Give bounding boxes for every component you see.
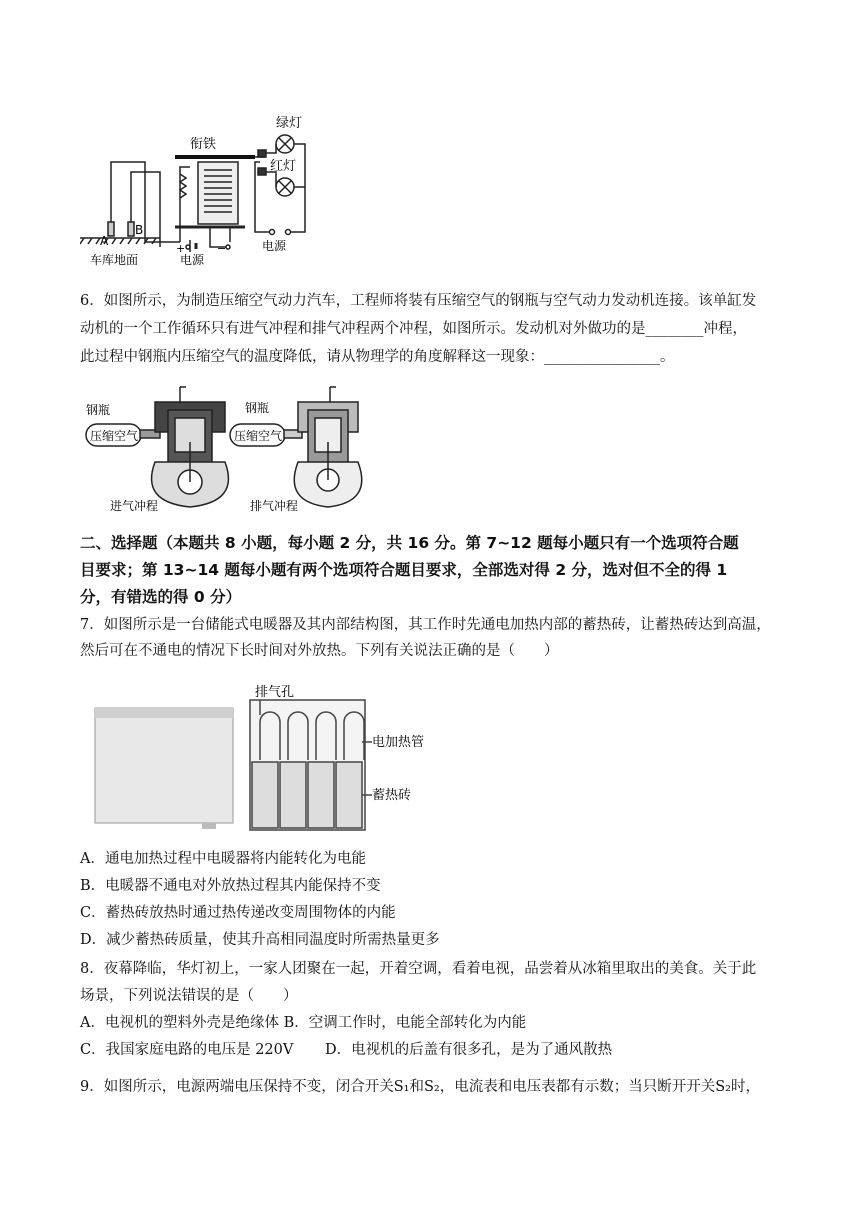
vent-label: 排气孔 (255, 685, 295, 700)
q6-line-2: 动机的一个工作循环只有进气冲程和排气冲程两个冲程，如图所示。发动机对外做功的是________冲程， (80, 321, 747, 337)
heater-tube-label: 电加热管 (372, 735, 425, 750)
armature-label: 衔铁 (190, 137, 217, 152)
q6-line-3: 此过程中钢瓶内压缩空气的温度降低，请从物理学的角度解释这一现象：________________。 (80, 349, 675, 365)
left-bottle-label: 钢瓶 (86, 403, 111, 417)
q7-option-a: A．通电加热过程中电暖器将内能转化为电能 (80, 851, 366, 867)
green-lamp-label: 绿灯 (276, 116, 303, 131)
power-left-label: 电源 (180, 253, 205, 267)
red-lamp-label: 红灯 (270, 159, 297, 174)
q8-option-c: C．我国家庭电路的电压是 220V (80, 1042, 294, 1058)
q8-line-2: 场景，下列说法错误的是（ ） (80, 988, 298, 1004)
q8-option-d: D．电视机的后盖有很多孔，是为了通风散热 (325, 1042, 613, 1058)
probe-b-label: B (135, 223, 144, 237)
power-right-label: 电源 (262, 239, 287, 253)
minus-sign: − (217, 242, 227, 255)
q6-line-1: 6．如图所示，为制造压缩空气动力汽车，工程师将装有压缩空气的钢瓶与空气动力发动机连接。该单缸发 (80, 293, 757, 309)
relay-circuit-figure (80, 112, 320, 277)
q7-line-2: 然后可在不通电的情况下长时间对外放热。下列有关说法正确的是（ ） (80, 643, 559, 659)
exhaust-stroke-label: 排气冲程 (250, 499, 299, 513)
heater-figure (80, 680, 440, 840)
right-air-label: 压缩空气 (234, 429, 283, 443)
q8-option-ab: A．电视机的塑料外壳是绝缘体 B．空调工作时，电能全部转化为内能 (80, 1015, 527, 1031)
q8-line-1: 8．夜幕降临，华灯初上，一家人团聚在一起，开着空调，看着电视，品尝着从冰箱里取出的美食。关于此 (80, 961, 757, 977)
heat-brick-label: 蓄热砖 (372, 788, 412, 803)
section2-line-3: 分，有错选的得 0 分） (80, 588, 242, 606)
section2-line-1: 二、选择题（本题共 8 小题，每小题 2 分，共 16 分。第 7~12 题每小题只有一个选项符合题 (80, 534, 739, 552)
q7-option-c: C．蓄热砖放热时通过热传递改变周围物体的内能 (80, 905, 396, 921)
engine-strokes-figure (80, 382, 380, 517)
right-bottle-label: 钢瓶 (245, 401, 270, 415)
q7-option-b: B．电暖器不通电对外放热过程其内能保持不变 (80, 878, 381, 894)
q7-option-d: D．减少蓄热砖质量，使其升高相同温度时所需热量更多 (80, 932, 440, 948)
section2-line-2: 目要求；第 13~14 题每小题有两个选项符合题目要求，全部选对得 2 分，选对但不全的得 1 (80, 561, 728, 579)
q7-line-1: 7．如图所示是一台储能式电暖器及其内部结构图，其工作时先通电加热内部的蓄热砖，让蓄热砖达到高温， (80, 617, 771, 633)
probe-a-label: A (100, 234, 109, 248)
q9-line-1: 9．如图所示，电源两端电压保持不变，闭合开关S₁和S₂，电流表和电压表都有示数；当只断开开关S₂时， (80, 1079, 760, 1095)
plus-sign: + (176, 242, 186, 255)
intake-stroke-label: 进气冲程 (110, 499, 159, 513)
ground-label: 车库地面 (90, 253, 139, 267)
left-air-label: 压缩空气 (90, 429, 139, 443)
